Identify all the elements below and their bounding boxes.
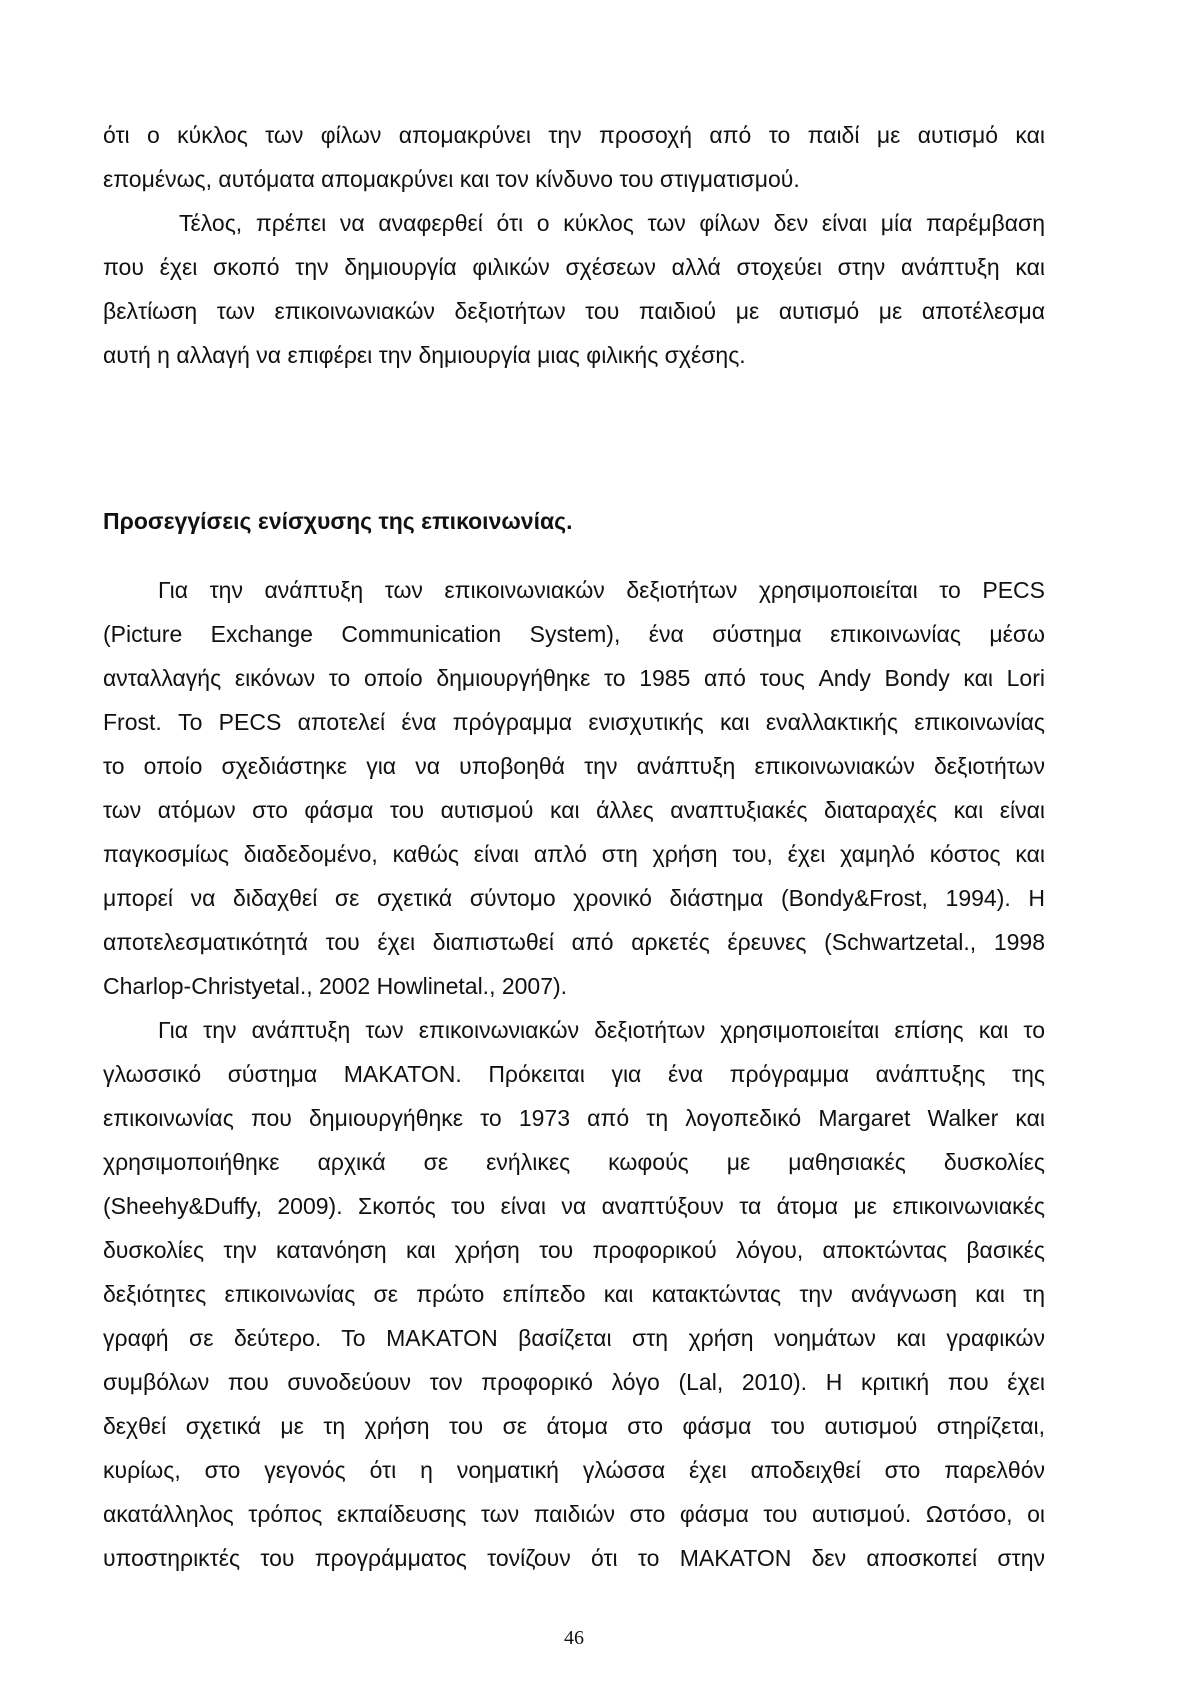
section-heading: Προσεγγίσεις ενίσχυσης της επικοινωνίας. bbox=[103, 508, 573, 534]
paragraph-line: βελτίωση των επικοινωνιακών δεξιοτήτων του παιδιού με αυτισμό με αποτέλεσμα bbox=[103, 298, 1045, 324]
paragraph-line: Για την ανάπτυξη των επικοινωνιακών δεξιοτήτων χρησιμοποιείται το PECS bbox=[158, 577, 1045, 603]
paragraph-line: κυρίως, στο γεγονός ότι η νοηματική γλώσσα έχει αποδειχθεί στο παρελθόν bbox=[103, 1457, 1045, 1483]
paragraph-line: αποτελεσματικότητά του έχει διαπιστωθεί από αρκετές έρευνες (Schwartzetal., 1998 bbox=[103, 929, 1045, 955]
paragraph-line: το οποίο σχεδιάστηκε για να υποβοηθά την ανάπτυξη επικοινωνιακών δεξιοτήτων bbox=[103, 753, 1045, 779]
paragraph-line: γραφή σε δεύτερο. Το MAKATON βασίζεται στη χρήση νοημάτων και γραφικών bbox=[103, 1325, 1045, 1351]
paragraph-line: ότι ο κύκλος των φίλων απομακρύνει την προσοχή από το παιδί με αυτισμό και bbox=[103, 122, 1045, 148]
paragraph-line: δεξιότητες επικοινωνίας σε πρώτο επίπεδο και κατακτώντας την ανάγνωση και τη bbox=[103, 1281, 1045, 1307]
makaton-paragraph bbox=[103, 1008, 1045, 1580]
paragraph-line: δυσκολίες την κατανόηση και χρήση του προφορικού λόγου, αποκτώντας βασικές bbox=[103, 1237, 1045, 1263]
paragraph-line: γλωσσικό σύστημα MAKATON. Πρόκειται για ένα πρόγραμμα ανάπτυξης της bbox=[103, 1061, 1045, 1087]
paragraph-line: χρησιμοποιήθηκε αρχικά σε ενήλικες κωφούς με μαθησιακές δυσκολίες bbox=[103, 1149, 1045, 1175]
paragraph-line: ανταλλαγής εικόνων το οποίο δημιουργήθηκε το 1985 από τους Andy Bondy και Lori bbox=[103, 665, 1045, 691]
paragraph-line: επομένως, αυτόματα απομακρύνει και τον κίνδυνο του στιγματισμού. bbox=[103, 166, 800, 192]
page-number: 46 bbox=[564, 1627, 584, 1649]
paragraph-line: (Sheehy&Duffy, 2009). Σκοπός του είναι να αναπτύξουν τα άτομα με επικοινωνιακές bbox=[103, 1193, 1045, 1219]
paragraph-line: αυτή η αλλαγή να επιφέρει την δημιουργία μιας φιλικής σχέσης. bbox=[103, 342, 746, 368]
paragraph-line: που έχει σκοπό την δημιουργία φιλικών σχέσεων αλλά στοχεύει στην ανάπτυξη και bbox=[103, 254, 1045, 280]
paragraph-line: των ατόμων στο φάσμα του αυτισμού και άλλες αναπτυξιακές διαταραχές και είναι bbox=[103, 797, 1045, 823]
paragraph-line: μπορεί να διδαχθεί σε σχετικά σύντομο χρονικό διάστημα (Bondy&Frost, 1994). Η bbox=[103, 885, 1045, 911]
pecs-paragraph bbox=[103, 568, 1045, 1008]
paragraph-line: δεχθεί σχετικά με τη χρήση του σε άτομα στο φάσμα του αυτισμού στηρίζεται, bbox=[103, 1413, 1045, 1439]
paragraph-line: ακατάλληλος τρόπος εκπαίδευσης των παιδιών στο φάσμα του αυτισμού. Ωστόσο, οι bbox=[103, 1501, 1045, 1527]
intro-paragraph bbox=[103, 113, 1045, 377]
paragraph-line: Frost. Το PECS αποτελεί ένα πρόγραμμα ενισχυτικής και εναλλακτικής επικοινωνίας bbox=[103, 709, 1045, 735]
paragraph-line: επικοινωνίας που δημιουργήθηκε το 1973 από τη λογοπεδικό Margaret Walker και bbox=[103, 1105, 1045, 1131]
paragraph-line: συμβόλων που συνοδεύουν τον προφορικό λόγο (Lal, 2010). Η κριτική που έχει bbox=[103, 1369, 1045, 1395]
paragraph-line: (Picture Exchange Communication System), ένα σύστημα επικοινωνίας μέσω bbox=[103, 621, 1045, 647]
paragraph-line: υποστηρικτές του προγράμματος τονίζουν ότι το MAKATON δεν αποσκοπεί στην bbox=[103, 1545, 1045, 1571]
paragraph-line: Charlop-Christyetal., 2002 Howlinetal., 2007). bbox=[103, 973, 568, 999]
paragraph-line: παγκοσμίως διαδεδομένο, καθώς είναι απλό στη χρήση του, έχει χαμηλό κόστος και bbox=[103, 841, 1045, 867]
paragraph-line: Τέλος, πρέπει να αναφερθεί ότι ο κύκλος των φίλων δεν είναι μία παρέμβαση bbox=[179, 210, 1045, 236]
paragraph-line: Για την ανάπτυξη των επικοινωνιακών δεξιοτήτων χρησιμοποιείται επίσης και το bbox=[158, 1017, 1045, 1043]
